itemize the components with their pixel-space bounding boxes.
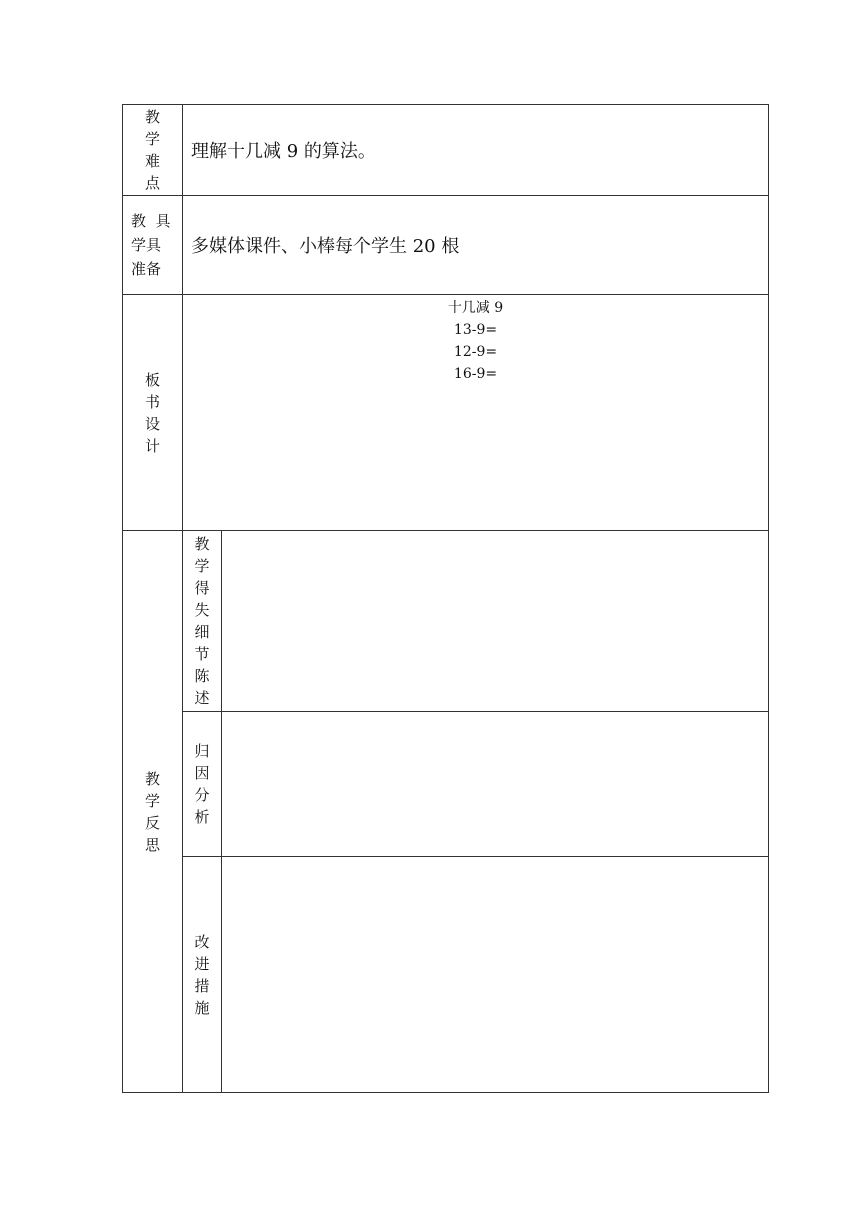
difficulty-label: 教 学 难 点 <box>123 105 183 196</box>
board-label: 板 书 设 计 <box>123 295 183 531</box>
analysis-label: 归 因 分 析 <box>183 712 222 857</box>
board-line: 16-9= <box>453 366 498 382</box>
analysis-content[interactable] <box>222 712 769 857</box>
board-title: 十几减 9 <box>447 300 504 316</box>
reflection-label: 教 学 反 思 <box>123 531 183 1093</box>
reflection-improvement-row <box>123 857 769 1093</box>
improvement-label: 改 进 措 施 <box>183 857 222 1093</box>
reflection-details-row <box>123 531 769 712</box>
tools-content: 多媒体课件、小棒每个学生 20 根 <box>183 196 769 295</box>
tools-row <box>123 196 769 295</box>
board-row <box>123 295 769 531</box>
difficulty-row <box>123 105 769 196</box>
details-content[interactable] <box>222 531 769 712</box>
improvement-content[interactable] <box>222 857 769 1093</box>
tools-label: 教 具 学具 准备 <box>123 196 183 295</box>
difficulty-content: 理解十几减 9 的算法。 <box>183 105 769 196</box>
board-line: 12-9= <box>453 344 498 360</box>
board-line: 13-9= <box>453 322 498 338</box>
board-content <box>183 295 769 531</box>
reflection-analysis-row <box>123 712 769 857</box>
details-label: 教 学 得 失 细 节 陈 述 <box>183 531 222 712</box>
lesson-plan-table <box>122 104 769 1093</box>
